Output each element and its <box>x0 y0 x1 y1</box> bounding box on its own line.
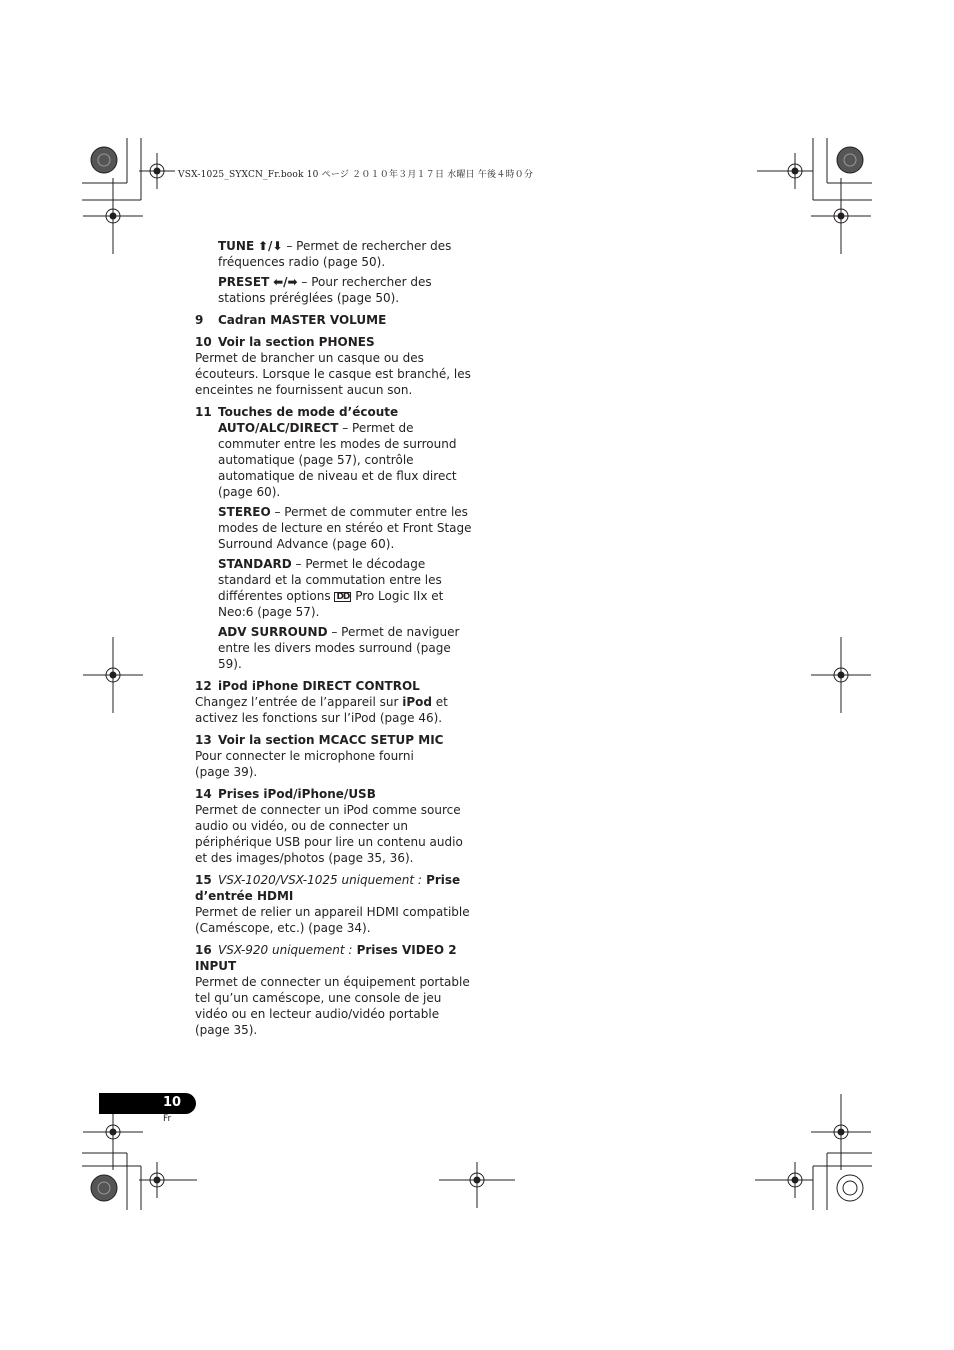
left-right-arrows-icon: ⬅/➡ <box>273 275 298 289</box>
section-16 <box>195 942 475 1038</box>
standard-description-a: – Permet le décodage standard et la commutation entre les différentes options <box>218 557 442 603</box>
auto-alc-direct-description: – Permet de commuter entre les modes de surround automatique (page 57), contrôle automatique de niveau et de flux direct (page 60). <box>218 421 457 499</box>
section-14 <box>195 786 475 866</box>
body-text: Changez l’entrée de l’appareil sur <box>195 695 403 709</box>
adv-surround-description: – Permet de naviguer entre les divers modes surround (page 59). <box>218 625 460 671</box>
section-title: iPod iPhone DIRECT CONTROL <box>218 679 420 693</box>
language-label: Fr <box>163 1114 172 1124</box>
preset-item <box>218 274 475 306</box>
adv-surround-item <box>218 624 475 672</box>
section-body: Permet de brancher un casque ou des écouteurs. Lorsque le casque est branché, les enceintes ne fournissent aucun son. <box>195 351 471 397</box>
section-title: Prises VIDEO 2 INPUT <box>195 943 457 973</box>
section-title: Touches de mode d’écoute <box>218 405 399 419</box>
section-12 <box>195 678 475 726</box>
body-bold: iPod <box>402 695 432 709</box>
model-note: VSX-920 uniquement : <box>218 943 353 957</box>
section-title: Prises iPod/iPhone/USB <box>218 787 376 801</box>
tune-item <box>218 238 475 270</box>
auto-alc-direct-label: AUTO/ALC/DIRECT <box>218 421 339 435</box>
section-title: Voir la section PHONES <box>218 335 375 349</box>
up-down-arrows-icon: ⬆/⬇ <box>258 239 283 253</box>
section-number: 10 <box>195 335 212 349</box>
section-number: 14 <box>195 787 212 801</box>
preset-label: PRESET <box>218 275 270 289</box>
adv-surround-label: ADV SURROUND <box>218 625 328 639</box>
section-number: 15 <box>195 873 212 887</box>
tune-label: TUNE <box>218 239 255 253</box>
stereo-item <box>218 504 475 552</box>
section-body: Pour connecter le microphone fourni (page 39). <box>195 749 414 779</box>
section-number: 9 <box>195 313 204 327</box>
standard-label: STANDARD <box>218 557 292 571</box>
preset-description: – Pour rechercher des stations préréglées (page 50). <box>218 275 432 305</box>
section-body: Permet de relier un appareil HDMI compatible (Caméscope, etc.) (page 34). <box>195 905 470 935</box>
section-title: Voir la section MCACC SETUP MIC <box>218 733 444 747</box>
section-9 <box>195 312 475 328</box>
section-number: 12 <box>195 679 212 693</box>
section-number: 13 <box>195 733 212 747</box>
stereo-description: – Permet de commuter entre les modes de lecture en stéréo et Front Stage Surround Advance (page 60). <box>218 505 472 551</box>
body-text: et activez les fonctions sur l’iPod (page 46). <box>195 695 448 725</box>
section-body: Permet de connecter un équipement portable tel qu’un caméscope, une console de jeu vidéo ou en lecteur audio/vidéo portable (page 35). <box>195 975 470 1037</box>
standard-description-b: Pro Logic IIx et Neo:6 (page 57). <box>218 589 444 619</box>
section-title: Cadran MASTER VOLUME <box>218 313 387 327</box>
section-13 <box>195 732 475 780</box>
page-number: 10 <box>162 1095 182 1110</box>
section-10 <box>195 334 475 398</box>
content-column <box>195 238 475 1044</box>
section-15 <box>195 872 475 936</box>
section-11 <box>195 404 475 672</box>
standard-item <box>218 556 475 620</box>
stereo-label: STEREO <box>218 505 271 519</box>
section-title: Prise d’entrée HDMI <box>195 873 461 903</box>
section-number: 11 <box>195 405 212 419</box>
file-header: VSX-1025_SYXCN_Fr.book 10 ページ ２０１０年３月１７日 水曜日 午後４時０分 <box>178 170 534 180</box>
section-body <box>195 694 475 726</box>
dolby-logo-icon: DD <box>336 592 350 602</box>
section-body: Permet de connecter un iPod comme source audio ou vidéo, ou de connecter un périphérique USB pour lire un contenu audio et des images/photos (page 35, 36). <box>195 803 463 865</box>
tune-description: – Permet de rechercher des fréquences radio (page 50). <box>218 239 452 269</box>
section-number: 16 <box>195 943 212 957</box>
auto-alc-direct-item <box>218 420 475 500</box>
model-note: VSX-1020/VSX-1025 uniquement : <box>218 873 422 887</box>
